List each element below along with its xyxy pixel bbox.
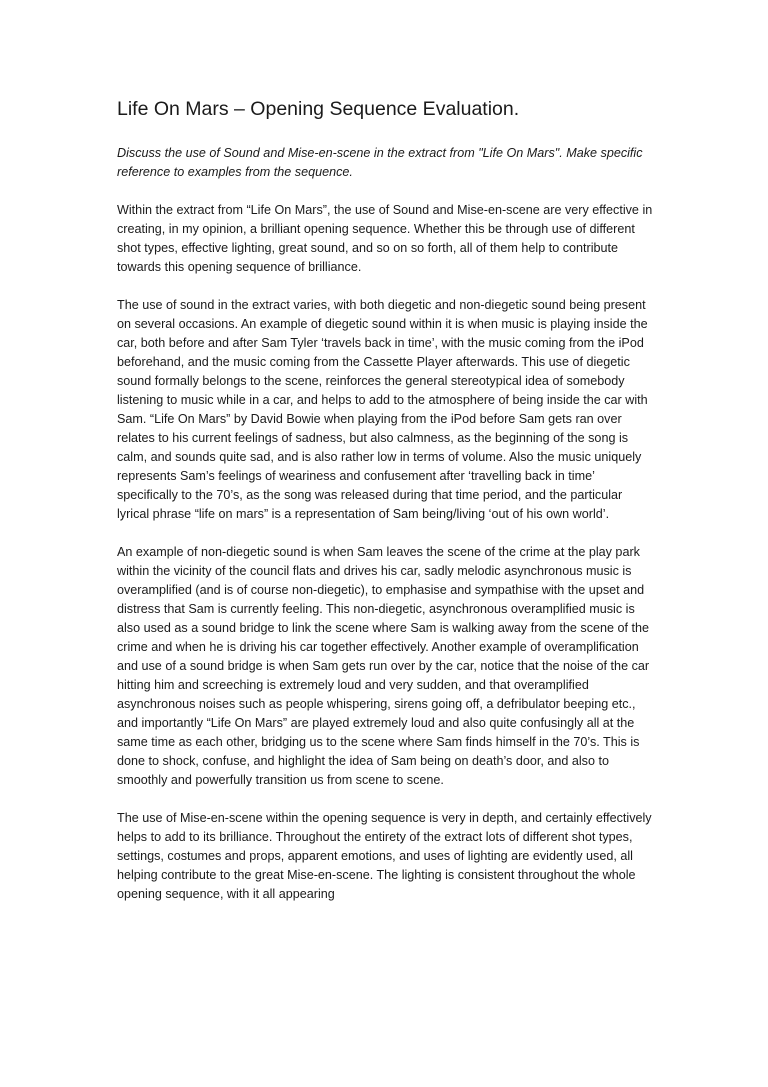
paragraph-non-diegetic-sound: An example of non-diegetic sound is when Sam leaves the scene of the crime at the play park within the vicinity of the council flats and drives his car, sadly melodic asynchronous music is overamplified (and is of course non-diegetic), to emphasise and sympathise with the upset and distress that Sam is currently feeling. This non-diegetic, asynchronous overamplified music is also used as a sound bridge to link the scene where Sam is walking away from the scene of the crime and when he is driving his car together effectively. Another example of overamplification and use of a sound bridge is when Sam gets run over by the car, notice that the noise of the car hitting him and screeching is extremely loud and very sudden, and that overamplified asynchronous noises such as people whispering, sirens going off, a defribulator beeping etc., and importantly “Life On Mars” are played extremely loud and also quite confusingly all at the same time as each other, bridging us to the scene where Sam finds himself in the 70’s. This is done to shock, confuse, and highlight the idea of Sam being on death’s door, and also to smoothly and powerfully transition us from scene to scene.: [117, 545, 650, 787]
document-body: [117, 96, 657, 904]
document-title: Life On Mars – Opening Sequence Evaluation.: [117, 98, 520, 120]
paragraph-diegetic-sound: The use of sound in the extract varies, with both diegetic and non-diegetic sound being present on several occasions. An example of diegetic sound within it is when music is playing inside the car, both before and after Sam Tyler ‘travels back in time’, with the music coming from the iPod beforehand, and the music coming from the Cassette Player afterwards. This use of diegetic sound formally belongs to the scene, reinforces the general stereotypical idea of somebody listening to music while in a car, and helps to add to the atmosphere of being inside the car with Sam. “Life On Mars” by David Bowie when playing from the iPod before Sam gets ran over relates to his current feelings of sadness, but also calmness, as the beginning of the song is calm, and sounds quite sad, and is also rather low in terms of volume. Also the music uniquely represents Sam’s feelings of weariness and confusement after ‘travelling back in time’ specifically to the 70’s, as the song was released during that time period, and the particular lyrical phrase “life on mars” is a representation of Sam being/living ‘out of his own world’.: [117, 298, 648, 521]
paragraph-introduction: Within the extract from “Life On Mars”, the use of Sound and Mise-en-scene are very effective in creating, in my opinion, a brilliant opening sequence. Whether this be through use of different shot types, effective lighting, great sound, and so on so forth, all of them help to contribute towards this opening sequence of brilliance.: [117, 203, 653, 274]
paragraph-mise-en-scene: The use of Mise-en-scene within the opening sequence is very in depth, and certainly effectively helps to add to its brilliance. Throughout the entirety of the extract lots of different shot types, settings, costumes and props, apparent emotions, and uses of lighting are evidently used, all helping contribute to the great Mise-en-scene. The lighting is consistent throughout the whole opening sequence, with it all appearing: [117, 811, 652, 901]
essay-prompt: Discuss the use of Sound and Mise-en-scene in the extract from "Life On Mars". Make specific reference to examples from the sequence.: [117, 146, 643, 179]
